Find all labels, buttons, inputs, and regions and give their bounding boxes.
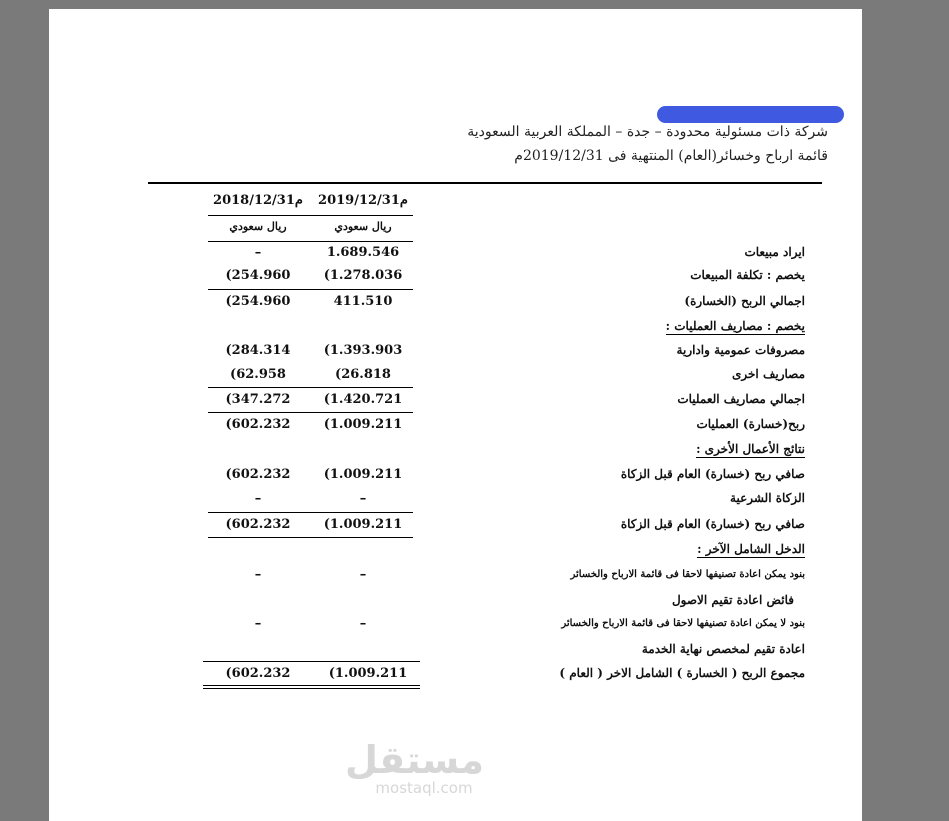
value-2018: – <box>254 567 262 582</box>
watermark-latin: mostaql.com <box>375 779 473 797</box>
column-2019-date: 2019/12/31م <box>318 193 408 208</box>
table-row <box>49 442 862 466</box>
section-heading: يخصم : مصاريف العمليات : <box>665 319 805 333</box>
value-2018: (347.272 <box>225 392 291 407</box>
table-row <box>49 567 862 591</box>
total-double-rule-bottom <box>203 688 420 689</box>
column-2018-date: 2018/12/31م <box>213 193 303 208</box>
table-row <box>49 245 862 269</box>
value-2019: (1.009.211 <box>323 467 403 482</box>
subtotal-rule <box>208 537 413 538</box>
watermark-arabic: مستقل <box>345 738 484 782</box>
value-2019: (1.009.211 <box>323 517 403 532</box>
value-2018: (602.232 <box>225 666 291 681</box>
table-row <box>49 294 862 318</box>
value-2019: (1.420.721 <box>323 392 403 407</box>
redacted-company-name <box>657 106 844 123</box>
value-2018: (62.958 <box>230 367 286 382</box>
value-2018: (602.232 <box>225 517 291 532</box>
section-heading: نتائج الأعمال الأخرى : <box>696 442 805 456</box>
table-row <box>49 616 862 640</box>
row-label: فائض اعادة تقيم الاصول <box>671 593 794 607</box>
currency-rule <box>208 241 413 242</box>
row-label: ايراد مبيعات <box>744 245 805 259</box>
row-label: يخصم : تكلفة المبيعات <box>690 268 805 282</box>
row-label: مصاريف اخرى <box>732 367 805 381</box>
subtotal-rule <box>208 387 413 388</box>
row-label: صافي ربح (خسارة) العام قبل الزكاة <box>620 517 805 531</box>
row-label: مجموع الربح ( الخسارة ) الشامل الاخر ( العام ) <box>559 666 805 680</box>
column-heading-rule <box>208 215 413 216</box>
document-page <box>49 9 862 821</box>
table-row <box>49 491 862 515</box>
value-2019: (26.818 <box>335 367 391 382</box>
value-2018: (254.960 <box>225 268 291 283</box>
value-2018: – <box>254 491 262 506</box>
subtotal-rule <box>208 412 413 413</box>
value-2019: (1.009.211 <box>328 666 408 681</box>
table-row <box>49 319 862 343</box>
value-2018: – <box>254 245 262 260</box>
total-rule <box>203 661 420 662</box>
subtotal-rule <box>208 512 413 513</box>
value-2019: (1.393.903 <box>323 343 403 358</box>
row-label: اجمالي الربح (الخسارة) <box>684 294 805 308</box>
value-2019: 411.510 <box>333 294 393 309</box>
row-label: اعادة تقيم لمخصص نهاية الخدمة <box>641 642 805 656</box>
table-row <box>49 666 862 690</box>
table-row <box>49 417 862 441</box>
table-row <box>49 392 862 416</box>
subtotal-rule <box>208 289 413 290</box>
company-description: شركة ذات مسئولية محدودة – جدة – المملكة العربية السعودية <box>467 124 828 140</box>
statement-title: قائمة ارباح وخسائر(العام) المنتهية فى 2019/12/31م <box>514 148 828 164</box>
value-2018: (254.960 <box>225 294 291 309</box>
value-2019: – <box>359 491 367 506</box>
value-2019: – <box>359 616 367 631</box>
value-2018: (284.314 <box>225 343 291 358</box>
watermark-logo <box>345 738 484 797</box>
header-divider <box>148 182 822 184</box>
value-2019: 1.689.546 <box>326 245 400 260</box>
value-2019: – <box>359 567 367 582</box>
column-2018-currency: ريال سعودي <box>229 220 287 233</box>
table-row <box>49 343 862 367</box>
row-label: بنود يمكن اعادة تصنيفها لاحقا فى قائمة الارباح والخسائر <box>570 569 805 580</box>
row-label: صافي ربح (خسارة) العام قبل الزكاة <box>620 467 805 481</box>
row-label: الزكاة الشرعية <box>730 491 805 505</box>
value-2018: (602.232 <box>225 417 291 432</box>
total-double-rule-top <box>203 685 420 686</box>
column-2019-currency: ريال سعودي <box>334 220 392 233</box>
table-row <box>49 467 862 491</box>
row-label: ربح(خسارة) العمليات <box>696 417 805 431</box>
value-2018: (602.232 <box>225 467 291 482</box>
table-row <box>49 542 862 566</box>
section-heading: الدخل الشامل الآخر : <box>697 542 805 556</box>
table-row <box>49 367 862 391</box>
table-row <box>49 593 862 617</box>
value-2018: – <box>254 616 262 631</box>
row-label: مصروفات عمومية وادارية <box>676 343 805 357</box>
table-row <box>49 517 862 541</box>
table-row <box>49 642 862 666</box>
row-label: بنود لا يمكن اعادة تصنيفها لاحقا فى قائمة الارباح والخسائر <box>561 618 805 629</box>
value-2019: (1.009.211 <box>323 417 403 432</box>
row-label: اجمالي مصاريف العمليات <box>677 392 805 406</box>
value-2019: (1.278.036 <box>323 268 403 283</box>
table-row <box>49 268 862 292</box>
